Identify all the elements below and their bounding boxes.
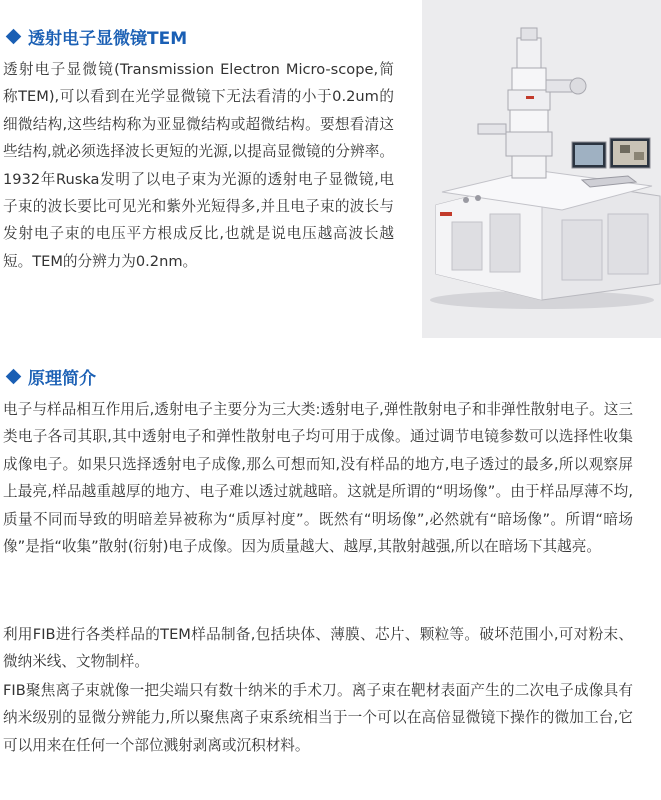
fib-sample-prep-paragraph: 利用FIB进行各类样品的TEM样品制备,包括块体、薄膜、芯片、颗粒等。破坏范围小,可对粉末、微纳米线、文物制样。 (3, 626, 633, 671)
principle-paragraph: 电子与样品相互作用后,透射电子主要分为三大类:透射电子,弹性散射电子和非弹性散射电子。这三类电子各司其职,其中透射电子和弹性散射电子均可用于成像。通过调节电镜参数可以选择性收集成像电子。如果只选择透射电子成像,那么可想而知,没有样品的地方,电子透过的最多,所以观察屏上最亮,样品越重越厚的地方、电子难以透过就越暗。这就是所谓的“明场像”。由于样品厚薄不均,质量不同而导致的明暗差异被称为“质厚衬度”。既然有“明场像”,必然就有“暗场像”。所谓“暗场像”是指“收集”散射(衍射)电子成像。因为质量越大、越厚,其散射越强,所以在暗场下其越亮。 (3, 401, 633, 556)
tem-description-paragraph: 透射电子显微镜(Transmission Electron Micro-scope,简称TEM),可以看到在光学显微镜下无法看清的小于0.2um的细微结构,这些结构称为亚显微结构或超微结构。要想看清这些结构,就必须选择波长更短的光源,以提高显微镜的分辨率。1932年Ruska发明了以电子束为光源的透射电子显微镜,电子束的波长要比可见光和紫外光短得多,并且电子束的波长与发射电子束的电压平方根成反比,也就是说电压越高波长越短。TEM的分辨力为0.2nm。 (3, 61, 394, 270)
diamond-icon (6, 29, 22, 45)
tem-microscope-photo (422, 0, 661, 338)
section-heading-tem (4, 24, 187, 49)
section-heading-principle (4, 364, 96, 389)
tem-microscope-illustration (422, 0, 661, 338)
fib-focused-ion-beam-paragraph: FIB聚焦离子束就像一把尖端只有数十纳米的手术刀。离子束在靶材表面产生的二次电子成像具有纳米级别的显微分辨能力,所以聚焦离子束系统相当于一个可以在高倍显微镜下操作的微加工台,它可以用来在任何一个部位溅射剥离或沉积材料。 (3, 682, 633, 754)
section-heading-principle-label: 原理简介 (28, 369, 96, 389)
diamond-icon (6, 369, 22, 385)
section-heading-tem-label: 透射电子显微镜TEM (28, 29, 188, 49)
